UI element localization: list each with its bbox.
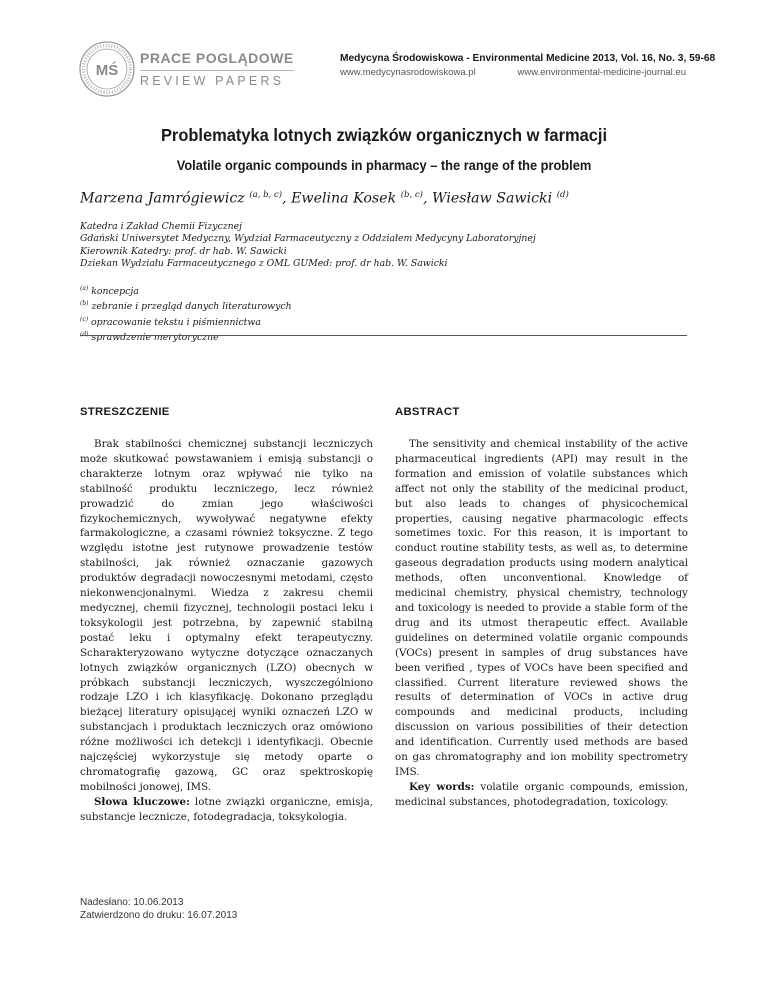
affiliation-line: Gdański Uniwersytet Medyczny, Wydział Farmaceutyczny z Oddziałem Medycyny Laboratoryjnej xyxy=(80,233,536,245)
received-date: Nadesłano: 10.06.2013 xyxy=(80,897,184,908)
affiliation-line: Dziekan Wydziału Farmaceutycznego z OML GUMed: prof. dr hab. W. Sawicki xyxy=(80,257,448,269)
abstract-heading-pl: STRESZCZENIE xyxy=(80,406,170,418)
author-affiliation-mark: (d) xyxy=(556,190,569,200)
contribution-item xyxy=(80,298,292,313)
keywords-label-pl: Słowa kluczowe: xyxy=(94,795,190,808)
abstract-en xyxy=(395,437,688,810)
contribution-text: sprawdzenie merytoryczne xyxy=(91,332,219,344)
accepted-date: Zatwierdzono do druku: 16.07.2013 xyxy=(80,910,238,921)
section-divider xyxy=(80,335,687,336)
contribution-item xyxy=(80,283,292,298)
journal-links xyxy=(340,67,686,78)
keywords-text-pl: lotne związki organiczne, emisja, substancje lecznicze, fotodegradacja, toksykologia. xyxy=(80,795,374,823)
author-affiliation-mark: (b, c) xyxy=(400,190,423,200)
contribution-mark: (d) xyxy=(80,331,89,339)
contribution-mark: (b) xyxy=(80,300,89,308)
abstract-body-en: The sensitivity and chemical instability of the active pharmaceutical ingredients (API) may result in the formation and emission of volatile substances which affect not only the stability of the medicinal product, but also leads to changes of physicochemical properties, causing negative pharmacologic effects sometimes toxic. For this reason, it is important to conduct routine stability tests, as well as, to determine gaseous degradation products using modern analytical methods, often unconventional. Knowledge of medicinal chemistry, physical chemistry, technology and toxicology is needed to provide a stable form of the drug and its utmost therapeutic effect. Available guidelines on determined volatile organic compounds (VOCs) present in samples of drug substances have been verified , types of VOCs have been specified and classified. Current literature reviewed shows the results of determination of VOCs in active drug compounds and medicinal products, including discussion on various possibilities of their detection and identification. Currently used methods are based on gas chromatography and ion mobility spectrometry IMS. xyxy=(395,438,688,778)
logo-letters: MŚ xyxy=(95,62,119,79)
affiliation xyxy=(80,221,536,270)
author-name: Ewelina Kosek xyxy=(291,190,397,207)
abstract-body-pl: Brak stabilności chemicznej substancji leczniczych może skutkować powstawaniem i emisją substancji o charakterze lotnym oraz wpływać nie tylko na stabilność produktu leczniczego, lecz również prowadzić do zmian jego właściwości fizykochemicznych, wywoływać negatywne efekty farmakologiczne, a czasami również toksyczne. Z tego względu istotne jest rutynowe prowadzenie testów stabilności, jak również oznaczanie gazowych produktów degradacji nowoczesnymi metodami, często niekonwencjonalnymi. Wiedza z zakresu chemii medycznej, chemii fizycznej, technologii postaci leku i toksykologii jest potrzebna, by zapewnić stabilną postać leku i optymalny efekt terapeutyczny. Scharakteryzowano wytyczne dotyczące oznaczanych lotnych związków organicznych (LZO) obecnych w próbkach substancji leczniczych, wyszczególniono rodzaje LZO i ich klasyfikację. Dokonano przeglądu bieżącej literatury opisującej wyniki oznaczeń LZO w substancjach i produktach leczniczych oraz omówiono różne możliwości ich detekcji i identyfikacji. Obecnie najczęściej wykorzystuje się metody oparte o chromatografię gazową, GC oraz spektroskopię mobilności jonowej, IMS. xyxy=(80,438,373,793)
author-name: Marzena Jamrógiewicz xyxy=(80,190,245,207)
brand-label-pl: PRACE POGLĄDOWE xyxy=(140,50,294,66)
section-brand xyxy=(140,50,294,88)
journal-title: Medycyna Środowiskowa - Environmental Medicine 2013, Vol. 16, No. 3, 59-68 xyxy=(340,53,716,64)
contribution-text: opracowanie tekstu i piśmiennictwa xyxy=(91,316,261,328)
submission-dates xyxy=(80,896,237,922)
abstract-heading-en: ABSTRACT xyxy=(395,406,460,418)
journal-logo-icon xyxy=(78,40,136,98)
contribution-item xyxy=(80,314,292,329)
article-title-en: Volatile organic compounds in pharmacy – the range of the problem xyxy=(176,158,592,173)
author-separator: , xyxy=(422,190,432,207)
abstract-pl xyxy=(80,437,373,825)
author-list xyxy=(80,190,569,207)
contribution-text: zebranie i przegląd danych literaturowych xyxy=(91,301,292,313)
affiliation-line: Kierownik Katedry: prof. dr hab. W. Sawicki xyxy=(80,245,287,257)
author-separator: , xyxy=(282,190,292,207)
author-name: Wiesław Sawicki xyxy=(431,190,553,207)
affiliation-line: Katedra i Zakład Chemii Fizycznej xyxy=(80,221,243,232)
brand-label-en: REVIEW PAPERS xyxy=(140,70,294,88)
author-affiliation-mark: (a, b, c) xyxy=(249,190,283,200)
keywords-en xyxy=(395,780,688,810)
article-title-pl: Problematyka lotnych związków organicznych w farmacji xyxy=(160,125,608,145)
journal-header xyxy=(340,53,716,78)
contribution-item xyxy=(80,329,292,344)
keywords-pl xyxy=(80,795,373,825)
keywords-label-en: Key words: xyxy=(409,780,475,793)
journal-url-en[interactable]: www.environmental-medicine-journal.eu xyxy=(517,67,686,78)
contribution-mark: (a) xyxy=(80,285,89,292)
contribution-text: koncepcja xyxy=(91,286,139,298)
keywords-text-en: volatile organic compounds, emission, medicinal substances, photodegradation, toxicology. xyxy=(395,780,688,808)
contribution-mark: (c) xyxy=(80,315,89,323)
journal-url-pl[interactable]: www.medycynasrodowiskowa.pl xyxy=(340,67,476,78)
